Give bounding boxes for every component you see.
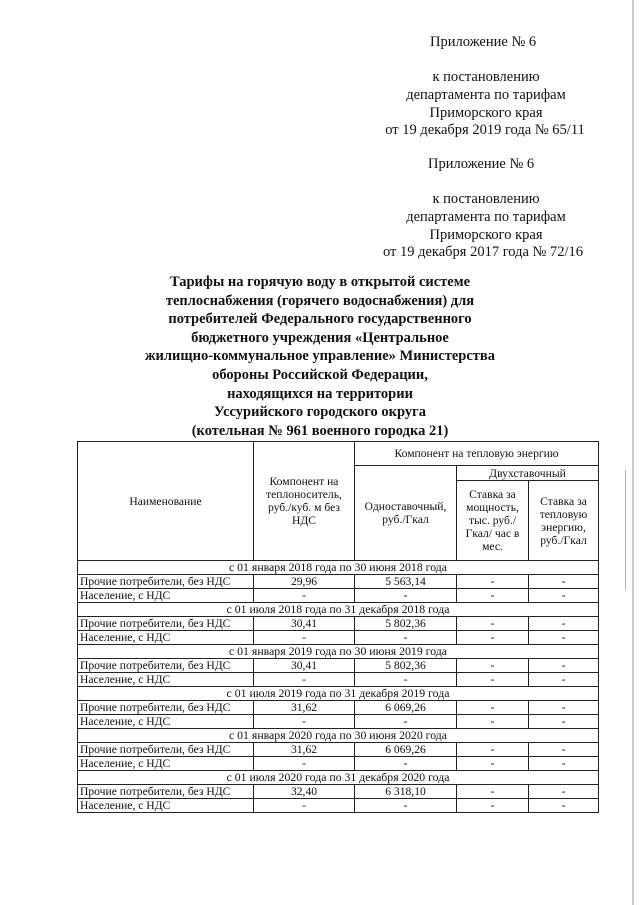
capacity-rate-cell: - (457, 743, 529, 757)
consumer-name-cell: Прочие потребители, без НДС (78, 743, 254, 757)
tariff-row (78, 743, 599, 757)
energy-rate-cell: - (529, 799, 599, 813)
title-line: бюджетного учреждения «Центральное (191, 329, 449, 346)
capacity-rate-cell: - (457, 757, 529, 771)
single-rate-cell: 6 318,10 (355, 785, 457, 799)
single-rate-cell: - (355, 673, 457, 687)
tariff-row (78, 659, 599, 673)
scan-edge-mark (625, 470, 626, 590)
title-line: находящихся на территории (227, 385, 413, 402)
header-two-rate-group: Двухставочный (457, 466, 599, 481)
consumer-name-cell: Население, с НДС (78, 589, 254, 603)
consumer-name-cell: Прочие потребители, без НДС (78, 785, 254, 799)
decree-ref-line3: Приморского края (429, 105, 543, 121)
energy-rate-cell: - (529, 743, 599, 757)
energy-rate-cell: - (529, 715, 599, 729)
orig-decree-ref-date: от 19 декабря 2017 года № 72/16 (382, 244, 584, 260)
title-line: Тарифы на горячую воду в открытой системе (169, 274, 471, 290)
consumer-name-cell: Прочие потребители, без НДС (78, 701, 254, 715)
single-rate-cell: - (355, 715, 457, 729)
decree-ref-date: от 19 декабря 2019 года № 65/11 (385, 122, 585, 138)
energy-rate-cell: - (529, 757, 599, 771)
single-rate-cell: 5 563,14 (355, 575, 457, 589)
consumer-name-cell: Население, с НДС (78, 757, 254, 771)
orig-decree-ref-line1: к постановлению (432, 191, 540, 207)
appendix-number-current: Приложение № 6 (430, 34, 537, 50)
title-line: обороны Российской Федерации, (212, 366, 428, 383)
heat-carrier-cell: 32,40 (254, 785, 355, 799)
single-rate-cell: 5 802,36 (355, 617, 457, 631)
title-line: Уссурийского городского округа (214, 404, 426, 421)
header-single-rate: Одноставочный, руб./Гкал (355, 466, 457, 561)
orig-decree-ref-line3: Приморского края (429, 227, 543, 243)
period-row (78, 771, 599, 785)
heat-carrier-cell: - (254, 589, 355, 603)
period-label: с 01 июля 2018 года по 31 декабря 2018 года (78, 603, 599, 617)
heat-carrier-cell: 29,96 (254, 575, 355, 589)
heat-carrier-cell: 30,41 (254, 659, 355, 673)
tariff-table (77, 441, 599, 813)
capacity-rate-cell: - (457, 701, 529, 715)
period-row (78, 645, 599, 659)
energy-rate-cell: - (529, 589, 599, 603)
capacity-rate-cell: - (457, 575, 529, 589)
heat-carrier-cell: - (254, 715, 355, 729)
consumer-name-cell: Население, с НДС (78, 715, 254, 729)
consumer-name-cell: Население, с НДС (78, 673, 254, 687)
heat-carrier-cell: 31,62 (254, 701, 355, 715)
period-label: с 01 января 2020 года по 30 июня 2020 года (78, 729, 599, 743)
period-label: с 01 января 2018 года по 30 июня 2018 года (78, 561, 599, 575)
header-heat-carrier: Компонент на теплоноситель, руб./куб. м без НДС (254, 442, 355, 561)
title-line: (котельная № 961 военного городка 21) (191, 422, 449, 439)
consumer-name-cell: Население, с НДС (78, 631, 254, 645)
title-line: теплоснабжения (горячего водоснабжения) для (165, 292, 475, 309)
single-rate-cell: 5 802,36 (355, 659, 457, 673)
capacity-rate-cell: - (457, 673, 529, 687)
scan-edge-line (632, 0, 634, 905)
period-label: с 01 июля 2020 года по 31 декабря 2020 года (78, 771, 599, 785)
decree-ref-line1: к постановлению (432, 69, 540, 85)
single-rate-cell: - (355, 631, 457, 645)
consumer-name-cell: Прочие потребители, без НДС (78, 575, 254, 589)
tariff-row (78, 575, 599, 589)
capacity-rate-cell: - (457, 659, 529, 673)
period-label: с 01 июля 2019 года по 31 декабря 2019 года (78, 687, 599, 701)
tariff-row (78, 701, 599, 715)
single-rate-cell: 6 069,26 (355, 743, 457, 757)
energy-rate-cell: - (529, 673, 599, 687)
appendix-number-original: Приложение № 6 (428, 156, 535, 172)
decree-ref-line2: департамента по тарифам (406, 87, 566, 103)
period-row (78, 603, 599, 617)
period-label: с 01 января 2019 года по 30 июня 2019 года (78, 645, 599, 659)
heat-carrier-cell: - (254, 631, 355, 645)
capacity-rate-cell: - (457, 589, 529, 603)
heat-carrier-cell: - (254, 673, 355, 687)
capacity-rate-cell: - (457, 785, 529, 799)
energy-rate-cell: - (529, 631, 599, 645)
header-heat-energy-group: Компонент на тепловую энергию (355, 442, 599, 466)
tariff-row (78, 673, 599, 687)
tariff-row (78, 715, 599, 729)
consumer-name-cell: Прочие потребители, без НДС (78, 617, 254, 631)
title-line: потребителей Федерального государственного (168, 311, 472, 328)
heat-carrier-cell: 30,41 (254, 617, 355, 631)
header-energy-rate: Ставка за тепловую энергию, руб./Гкал (529, 481, 599, 561)
document-title (100, 273, 540, 440)
heat-carrier-cell: 31,62 (254, 743, 355, 757)
single-rate-cell: - (355, 757, 457, 771)
orig-decree-ref-line2: департамента по тарифам (406, 209, 566, 225)
tariff-row (78, 799, 599, 813)
tariff-table-body (78, 561, 599, 813)
header-capacity-rate: Ставка за мощность, тыс. руб./Гкал/ час в мес. (457, 481, 529, 561)
energy-rate-cell: - (529, 659, 599, 673)
energy-rate-cell: - (529, 785, 599, 799)
heat-carrier-cell: - (254, 757, 355, 771)
tariff-row (78, 617, 599, 631)
energy-rate-cell: - (529, 575, 599, 589)
single-rate-cell: 6 069,26 (355, 701, 457, 715)
tariff-row (78, 785, 599, 799)
period-row (78, 729, 599, 743)
tariff-row (78, 631, 599, 645)
header-name: Наименование (78, 442, 254, 561)
capacity-rate-cell: - (457, 631, 529, 645)
single-rate-cell: - (355, 589, 457, 603)
energy-rate-cell: - (529, 617, 599, 631)
capacity-rate-cell: - (457, 715, 529, 729)
period-row (78, 687, 599, 701)
consumer-name-cell: Прочие потребители, без НДС (78, 659, 254, 673)
heat-carrier-cell: - (254, 799, 355, 813)
tariff-row (78, 589, 599, 603)
tariff-row (78, 757, 599, 771)
consumer-name-cell: Население, с НДС (78, 799, 254, 813)
title-line: жилищно-коммунальное управление» Министерства (145, 348, 495, 365)
capacity-rate-cell: - (457, 799, 529, 813)
single-rate-cell: - (355, 799, 457, 813)
period-row (78, 561, 599, 575)
energy-rate-cell: - (529, 701, 599, 715)
capacity-rate-cell: - (457, 617, 529, 631)
